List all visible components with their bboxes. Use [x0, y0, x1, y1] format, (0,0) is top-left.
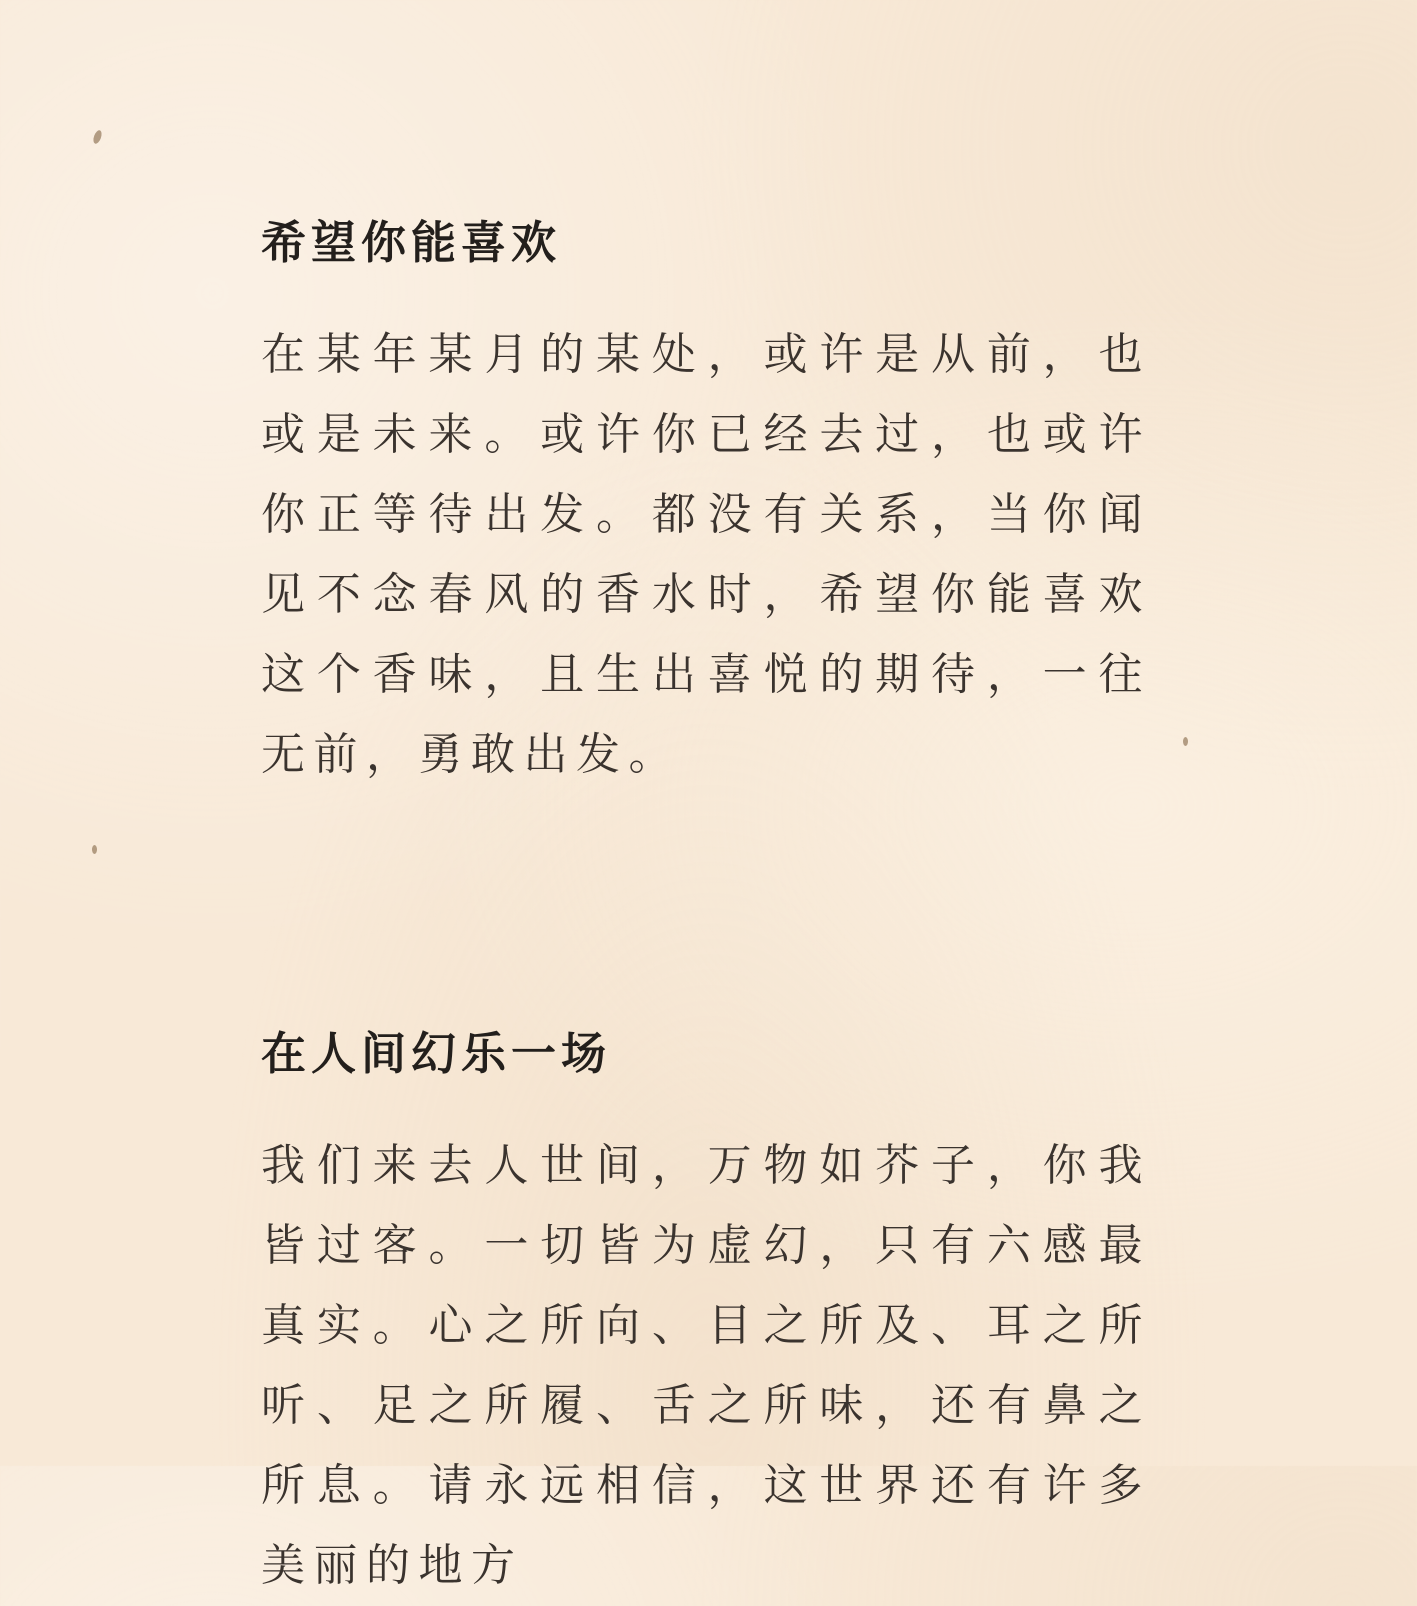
paper-speck: [92, 845, 97, 854]
section-title: 在人间幻乐一场: [261, 1027, 612, 1080]
section-title: 希望你能喜欢: [261, 216, 562, 269]
section-hope-you-like-it: [261, 216, 1151, 795]
paper-speck: [1183, 737, 1188, 746]
section-joy-in-the-world: [261, 1027, 1151, 1606]
paper-speck: [92, 129, 103, 145]
section-body: 我们来去人世间，万物如芥子，你我皆过客。一切皆为虚幻，只有六感最真实。心之所向、目之所及、耳之所听、足之所履、舌之所味，还有鼻之所息。请永远相信，这世界还有许多美丽的地方: [261, 1140, 1151, 1591]
section-body: 在某年某月的某处，或许是从前，也或是未来。或许你已经去过，也或许你正等待出发。都没有关系，当你闻见不念春风的香水时，希望你能喜欢这个香味，且生出喜悦的期待，一往无前，勇敢出发。: [261, 329, 1151, 780]
